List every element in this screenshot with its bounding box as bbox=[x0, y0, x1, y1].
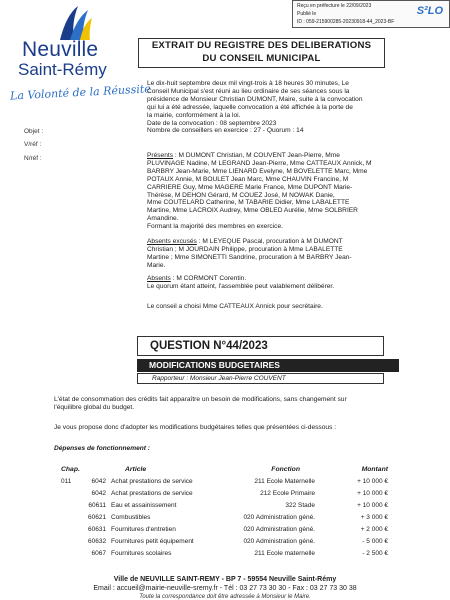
convocation-date: Date de la convocation : 08 septembre 2023 bbox=[147, 119, 277, 127]
stamp-slo: S²LO bbox=[416, 5, 443, 17]
presents-line: Amandine. bbox=[147, 215, 179, 223]
cell-label: Combustibles bbox=[111, 514, 151, 521]
proposal-paragraph: Je vous propose donc d'adopter les modifications budgétaires telles que présentées ci-dessous : bbox=[54, 424, 337, 431]
paragraph-line: l'équilibre global du budget. bbox=[54, 403, 135, 411]
presents-line: PLUVINAGE Nadine, M LEGRAND Jean-Pierre, Mme CATTEAUX Annick, M bbox=[147, 159, 372, 167]
section-heading: Dépenses de fonctionnement : bbox=[54, 445, 150, 452]
cell-amount: - 5 000 € bbox=[362, 538, 388, 545]
section-banner: MODIFICATIONS BUDGETAIRES bbox=[137, 359, 399, 372]
footer-note: Toute la correspondance doit être adressée à Monsieur le Maire. bbox=[139, 594, 311, 600]
cell-amount: + 2 000 € bbox=[360, 526, 388, 533]
cell-amount: + 10 000 € bbox=[357, 478, 388, 485]
table-row bbox=[0, 502, 450, 513]
prefecture-stamp bbox=[292, 0, 450, 28]
consumption-paragraph bbox=[54, 396, 384, 412]
logo-slogan: La Volonté de la Réussite bbox=[9, 82, 152, 103]
cell-label: Fournitures petit équipement bbox=[111, 538, 194, 545]
logo-name-line-2: Saint-Rémy bbox=[18, 60, 107, 79]
table-row bbox=[0, 490, 450, 501]
footer-address: Ville de NEUVILLE SAINT-REMY - BP 7 - 59554 Neuville Saint-Rémy bbox=[113, 576, 337, 583]
intro-line: qui lui a été adressée, laquelle convocation a été affichée à la porte de bbox=[147, 103, 353, 111]
quorum-reached-line: Le quorum étant atteint, l'assemblée peut valablement délibérer. bbox=[147, 282, 335, 290]
stamp-line-1: Reçu en préfecture le 22/09/2023 bbox=[297, 3, 372, 9]
cell-article: 6042 bbox=[91, 478, 106, 485]
intro-line: Le dix-huit septembre deux mil vingt-trois à 18 heures 30 minutes, Le bbox=[147, 80, 349, 87]
presents-line: BARBRY Jean-Marie, Mme LIENARD Evelyne, M BOVELETTE Marc, Mme bbox=[147, 167, 368, 175]
header-amount: Montant bbox=[361, 466, 388, 473]
presents-label: Présents bbox=[147, 152, 174, 159]
cell-amount: - 2 500 € bbox=[362, 550, 388, 557]
presents-line: Martine, Mme LACROIX Audrey, Mme OBLED Aurélie, Mme SOLBRIER bbox=[147, 207, 358, 215]
cell-label: Fournitures d'entretien bbox=[111, 526, 176, 533]
cell-amount: + 10 000 € bbox=[357, 490, 388, 497]
table-row bbox=[0, 550, 450, 561]
header-article: Article bbox=[125, 466, 147, 473]
document-title-line-1: EXTRAIT DU REGISTRE DES DELIBERATIONS bbox=[151, 40, 372, 51]
document-title-box bbox=[138, 38, 385, 68]
absent-line: : M CORMONT Corentin. bbox=[170, 275, 247, 282]
majority-line: Formant la majorité des membres en exercice. bbox=[147, 223, 283, 231]
cell-label: Eau et assainissement bbox=[111, 502, 177, 509]
cell-function: 322 Stade bbox=[285, 502, 315, 509]
presents-line: Mme COUTELARD Catherine, M TABARIE Didier, Mme LABALETTE bbox=[147, 199, 350, 207]
table-row bbox=[0, 538, 450, 549]
document-title-line-2: DU CONSEIL MUNICIPAL bbox=[202, 53, 321, 64]
header-chap: Chap. bbox=[61, 466, 80, 473]
table-header bbox=[0, 466, 450, 477]
excused-paragraph bbox=[147, 238, 399, 270]
question-box bbox=[137, 336, 384, 356]
city-logo-icon bbox=[54, 4, 94, 40]
presents-line: POTAUX Annie, M BOULET Jean Marc, Mme CHAUVIN Francine, M bbox=[147, 175, 349, 183]
cell-amount: + 3 000 € bbox=[360, 514, 388, 521]
excused-line: Marie. bbox=[147, 261, 166, 269]
paragraph-line: L'état de consommation des crédits fait apparaître un besoin de modifications, sans changement sur bbox=[54, 396, 347, 403]
excused-label: Absents excusés bbox=[147, 238, 197, 245]
label-vref: V/réf : bbox=[24, 141, 42, 148]
label-nref: N/réf : bbox=[24, 155, 42, 162]
cell-label: Achat prestations de service bbox=[111, 478, 193, 485]
cell-label: Fournitures scolaires bbox=[111, 550, 172, 557]
intro-line: la mairie, conformément à la loi. bbox=[147, 111, 241, 119]
cell-article: 60611 bbox=[88, 502, 106, 509]
secretary-line: Le conseil a choisi Mme CATTEAUX Annick pour secrétaire. bbox=[147, 303, 323, 310]
presents-line: Thérèse, M DEHON Gérard, M COUEZ José, M NOWAK Danie, bbox=[147, 191, 335, 199]
excused-line: Christian ; M JOURDAIN Philippe, procuration à Mme LABALETTE bbox=[147, 245, 343, 253]
cell-function: 212 Ecole Primaire bbox=[260, 490, 315, 497]
question-number: QUESTION N°44/2023 bbox=[150, 340, 268, 352]
rapporteur-box: Rapporteur : Monsieur Jean-Pierre COUVENT bbox=[137, 373, 384, 384]
cell-function: 211 Ecole Maternelle bbox=[254, 478, 315, 485]
cell-function: 020 Administration géné. bbox=[243, 526, 315, 533]
table-row bbox=[0, 526, 450, 537]
cell-function: 020 Administration géné. bbox=[243, 514, 315, 521]
table-row bbox=[0, 514, 450, 525]
cell-function: 211 Ecole maternelle bbox=[254, 550, 315, 557]
presents-paragraph bbox=[147, 152, 399, 231]
presents-line: : M DUMONT Christian, M COUVENT Jean-Pierre, Mme bbox=[173, 152, 340, 159]
excused-line: Martine ; Mme SIMONETTI Sandrine, procuration à M BARBRY Jean- bbox=[147, 253, 352, 261]
cell-article: 6042 bbox=[91, 490, 106, 497]
cell-function: 020 Administration géné. bbox=[243, 538, 315, 545]
cell-chap: 011 bbox=[61, 478, 72, 485]
intro-paragraph bbox=[147, 80, 399, 135]
cell-label: Achat prestations de service bbox=[111, 490, 193, 497]
stamp-line-3: ID : 059-215900285-20230918-44_2023-BF bbox=[297, 19, 395, 25]
cell-article: 60621 bbox=[88, 514, 107, 521]
header-function: Fonction bbox=[271, 466, 300, 473]
absent-paragraph bbox=[147, 275, 399, 291]
cell-article: 60632 bbox=[88, 538, 107, 545]
quorum-line: Nombre de conseillers en exercice : 27 - Quorum : 14 bbox=[147, 127, 304, 135]
intro-line: présidence de Monsieur Christian DUMONT, Maire, suite à la convocation bbox=[147, 95, 363, 103]
excused-line: : M LEYEQUE Pascal, procuration à M DUMONT bbox=[196, 238, 343, 245]
footer-contact: Email : accueil@mairie-neuville-sremy.fr - Tél : 03 27 73 30 30 - Fax : 03 27 73 30 38 bbox=[93, 585, 357, 592]
presents-line: CARRIERE Guy, Mme MAGERE Marie France, Mme DUPONT Marie- bbox=[147, 183, 353, 191]
absent-label: Absents bbox=[147, 275, 171, 282]
cell-article: 6067 bbox=[91, 550, 106, 557]
stamp-line-2: Publié le bbox=[297, 11, 317, 17]
intro-line: Conseil Municipal s'est réuni au lieu ordinaire de ses séances sous la bbox=[147, 87, 350, 95]
label-objet: Objet : bbox=[24, 128, 44, 135]
table-row bbox=[0, 478, 450, 489]
logo-name-line-1: Neuville bbox=[22, 38, 99, 61]
cell-amount: + 10 000 € bbox=[357, 502, 388, 509]
cell-article: 60631 bbox=[88, 526, 107, 533]
